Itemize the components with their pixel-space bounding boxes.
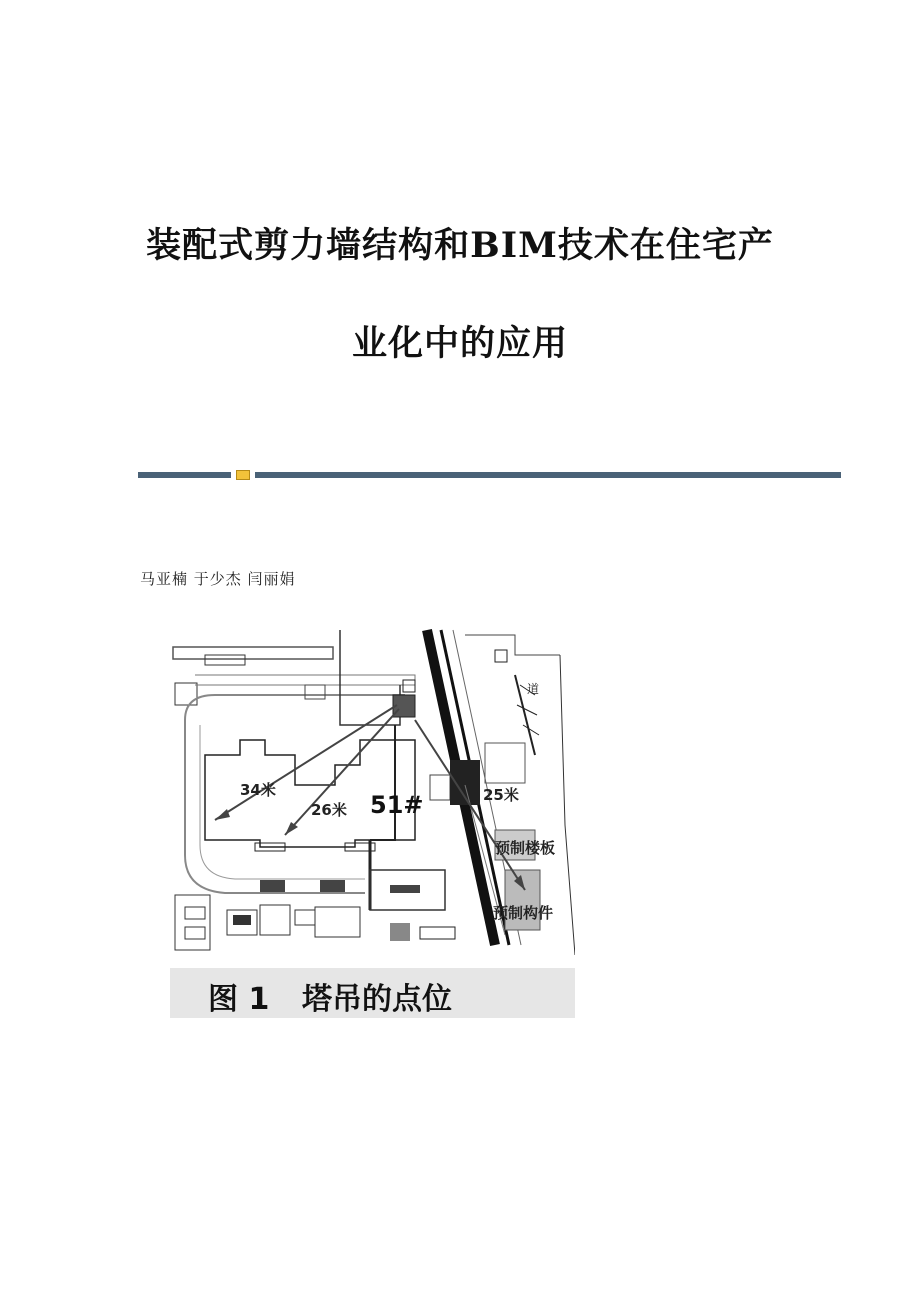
site-plan-figure xyxy=(165,625,575,965)
label-precast-slab: 预制楼板 xyxy=(495,839,556,857)
figure-caption-text: 塔吊的点位 xyxy=(302,982,452,1017)
label-building-51: 51# xyxy=(370,791,424,819)
authors: 马亚楠 于少杰 闫丽娟 xyxy=(140,570,296,588)
label-precast-component: 预制构件 xyxy=(493,904,554,922)
site-plan-drawing xyxy=(165,625,575,965)
label-26m: 26米 xyxy=(311,801,347,819)
title-line-1: 装配式剪力墙结构和BIM技术在住宅产 xyxy=(146,225,774,266)
label-road: 道 xyxy=(527,682,540,696)
figure-caption xyxy=(170,968,575,1018)
label-25m: 25米 xyxy=(483,786,519,804)
section-divider xyxy=(138,470,841,480)
divider-bar-right xyxy=(255,472,841,478)
divider-bar-left xyxy=(138,472,231,478)
divider-ornament-icon xyxy=(236,470,250,480)
title-line-2: 业化中的应用 xyxy=(351,323,568,364)
figure-caption-number: 图 1 xyxy=(208,982,270,1017)
label-34m: 34米 xyxy=(240,781,276,799)
